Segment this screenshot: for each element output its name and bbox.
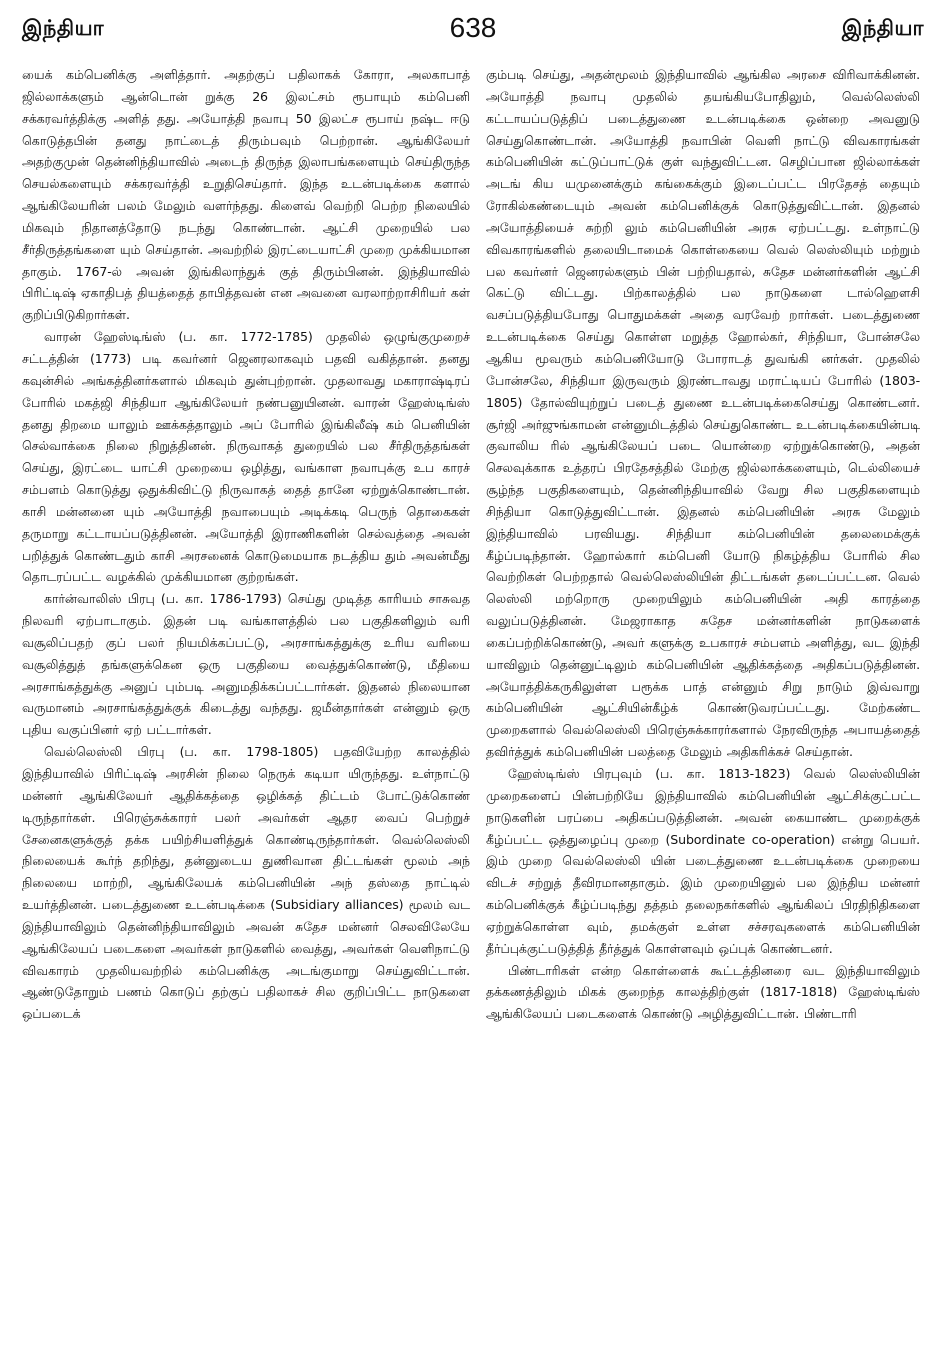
running-header (22, 12, 924, 56)
paragraph-clive-continued: யைக் கம்பெனிக்கு அளித்தார். அதற்குப் பதிலாகக் கோரா, அலகாபாத் ஜில்லாக்களும் ஆன்டொன் றுக்கு 26 இலட்சம் ரூபாயும் கம்பெனி சக்கரவர்த்திக்கு அளித் தது. அயோத்தி நவாபு 50 இலட்ச ரூபாய் நஷ்ட ஈடு கொடுத்தபின் தனது நாட்டைத் திரும்பவும் பெற்றான். ஆங்கிலேயர் அதற்குமுன் தென்னிந்தியாவில் அடைந் திருந்த இலாபங்களையும் செய்திருந்த செயல்களையும் சக்கரவர்த்தி உறுதிசெய்தார். இந்த உடன்படிக்கை களால் ஆங்கிலேயரின் பலம் மேலும் வளர்ந்தது. கிளைவ் வெற்றி பெற்ற நிலையில் மிகவும் நிதானத்தோடு நடந்து கொண்டான். ஆட்சி முறையில் பல சீர்திருத்தங்களை யும் செய்தான். அவற்றில் இரட்டையாட்சி முறை முக்கியமான தாகும். 1767-ல் அவன் இங்கிலாந்துக் குத் திரும்பினன். இந்தியாவில் பிரிட்டிஷ் ஏகாதிபத் தியத்தைத் தாபித்தவன் என அவனை வரலாற்றாசிரியர் கள் குறிப்பிடுகிறார்கள். (22, 67, 470, 323)
paragraph-cornwallis: கார்ன்வாலிஸ் பிரபு (ப. கா. 1786-1793) செய்து முடித்த காரியம் சாசுவத நிலவரி ஏற்பாடாகும். இதன் படி வங்காளத்தில் பல பகுதிகளிலும் வரி வசூலிப்பதற் குப் பலர் நியமிக்கப்பட்டு, அரசாங்கத்துக்கு உரிய வரியை வசூலித்துத் தங்களுக்கென ஒரு பகுதியை வைத்துக்கொண்டு, மீதியை அரசாங்கத்துக்கு அனுப் பும்படி அனுமதிக்கப்பட்டார்கள். இதனல் நிலையான வருமானம் அரசாங்கத்துக்குக் கிடைத்து வந்தது. ஜமீன்தார்கள் என்னும் ஒரு புதிய வகுப்பினர் ஏற் பட்டார்கள். (22, 591, 470, 738)
header-title-right: இந்தியா (841, 16, 924, 40)
left-column (22, 64, 470, 1356)
right-column (486, 64, 920, 1356)
paragraph-lord-hastings: ஹேஸ்டிங்ஸ் பிரபுவும் (ப. கா. 1813-1823) வெல் லெஸ்லியின் முறைகளைப் பின்பற்றியே இந்தியாவில் கம்பெனியின் ஆட்சிக்குட்பட்ட நாடுகளின் பரப்பை அதிகப்படுத்தினன். அவன் கையாண்ட முறைக்குக் கீழ்ப்பட்ட ஒத்துழைப்பு முறை (Subordinate co-operation) என்று பெயர். இம் முறை வெல்லெஸ்லி யின் படைத்துணை உடன்படிக்கை முறையை விடச் சற்றுத் தீவிரமானதாகும். இம் முறையினுல் பல இந்திய மன்னர் கம்பெனிக்குக் கீழ்ப்படிந்து தத்தம் தலைநகர்களில் ஆங்கிலப் பிரதிநிதிகளை ஏற்றுக்கொள்ள வும், தமக்குள் உள்ள சச்சரவுகளைக் கம்பெனியின் தீர்ப்புக்குட்படுத்தித் தீர்த்துக் கொள்ளவும் ஒப்புக் கொண்டனர். (486, 766, 920, 956)
paragraph-warren-hastings: வாரன் ஹேஸ்டிங்ஸ் (ப. கா. 1772-1785) முதலில் ஒழுங்குமுறைச் சட்டத்தின் (1773) படி கவர்னர் ஜெனரலாகவும் பதவி வகித்தான். தனது கவுன்சில் அங்கத்தினர்களால் மிகவும் துன்புற்றான். முதலாவது மகாராஷ்டிரப் போரில் மகத்ஜி சிந்தியா ஆங்கிலேயர் நண்பனுயினன். வாரன் ஹேஸ்டிங்ஸ் தனது திறமை யாலும் ஊக்கத்தாலும் அப் போரில் இங்கிலீஷ் கம் பெனியின் செல்வாக்கை நிலை நிறுத்தினன். நிருவாகத் துறையில் பல சீர்திருத்தங்கள் செய்து, இரட்டை யாட்சி முறையை ஒழித்து, வங்காள நவாபுக்கு உப காரச் சம்பளம் கொடுத்து ஒதுக்கிவிட்டு நிருவாகத் தைத் தானே ஏற்றுக்கொண்டான். காசி மன்னனை யும் அயோத்தி நவாபையும் அடிக்கடி பெருந் தொகைகள் தருமாறு கட்டாயப்படுத்தினன். அயோத்தி இராணிகளின் செல்வத்தை அவன் பறித்துக் கொண்டதும் காசி அரசனைக் கொடுமையாக நடத்திய தும் அவன்மீது தொடரப்பட்ட வழக்கில் முக்கியமான குற்றங்கள். (22, 329, 470, 585)
paragraph-wellesley-continued: கும்படி செய்து, அதன்மூலம் இந்தியாவில் ஆங்கில அரசை விரிவாக்கினன். அயோத்தி நவாபு முதலில் தயங்கியபோதிலும், வெல்லெஸ்லி கட்டாயப்படுத்திப் படைத்துணை உடன்படிக்கை ஒன்றை அவனுடு செய்துகொண்டான். அயோத்தி நவாபின் வெளி நாட்டு விவகாரங்கள் கம்பெனியின் கட்டுப்பாட்டுக் குள் வந்துவிட்டன. செழிப்பான ஜில்லாக்கள் அடங் கிய யமுனைக்கும் கங்கைக்கும் இடைப்பட்ட பிரதேசத் தையும் ரோகில்கண்டையும் அவன் கம்பெனிக்குக் கொடுத்துவிட்டான். இதனல் அயோத்தியைச் சுற்றி லும் கம்பெனியின் அரசு ஏற்பட்டது. உள்நாட்டு விவகாரங்களில் தலையிடாமைக் கொள்கையை வெல் லெஸ்லியும் மற்றும் பல கவர்னர் ஜெனரல்களும் பின் பற்றியதால், சுதேச மன்னர்களின் ஆட்சி கெட்டு விட்டது. பிற்காலத்தில் பல நாடுகளை டால்ஹௌசி வசப்படுத்தியபோது பொதுமக்கள் அதை வரவேற் றார்கள். படைத்துணை உடன்படிக்கை செய்து கொள்ள மறுத்த ஹோல்கர், சிந்தியா, போன்சலே ஆகிய மூவரும் கம்பெனியோடு போராடத் துவங்கி னர்கள். முதலில் போன்சலே, சிந்தியா இருவரும் இரண்டாவது மராட்டியப் போரில் (1803-1805) தோல்வியுற்றுப் படைத் துணை உடன்படிக்கைசெய்து கொண்டனர். சூர்ஜி அர்ஜுங்காமன் என்னுமிடத்தில் செய்துகொண்ட உடன்படிக்கையின்படி குவாலிய ரில் ஆங்கிலேயப் படை யொன்றை ஏற்றுக்கொண்டு, அதன் செலவுக்காக உத்தரப் பிரதேசத்தில் மேற்கு ஜில்லாக்களையும், டெல்லியைச் சூழ்ந்த பகுதிகளையும், தென்னிந்தியாவில் வேறு சில பகுதிகளையும் சிந்தியா கொடுத்துவிட்டான். இதனல் கம்பெனியின் அரசு மேலும் இந்தியாவில் பரவியது. சிந்தியா கம்பெனியின் தலைமைக்குக் கீழ்ப்படிந்தான். ஹோல்கார் கம்பெனி யோடு நிகழ்த்திய போரில் சில வெற்றிகள் பெற்றதால் வெல்லெஸ்லியின் திட்டங்கள் தடைப்பட்டன. வெல் லெஸ்லி மற்றொரு முறையிலும் கம்பெனியின் அதி காரத்தை வலுப்படுத்தினன். மேஜராகாத சுதேச மன்னர்களின் நாடுகளைக் கைப்பற்றிக்கொண்டு, அவர் களுக்கு உபகாரச் சம்பளம் அளித்து, வட இந்தி யாவிலும் தென்னுட்டிலும் கம்பெனியின் ஆதிக்கத்தை அதிகப்படுத்தினன். அயோத்திக்கருகிலுள்ள பரூக்க பாத் என்னும் சிறு நாடும் இவ்வாறு கம்பெனியின் ஆட்சியின்கீழ்க் கொண்டுவரப்பட்டது. மேற்கண்ட முறைகளால் வெல்லெஸ்லி பிரெஞ்சுக்காரர்களால் நேரவிருந்த அபாயத்தைத் தவிர்த்துக் கம்பெனியின் பலத்தை மேலும் அதிகரிக்கச் செய்தான். (486, 67, 920, 760)
page-number: 638 (449, 12, 497, 43)
paragraph-pindaris: பிண்டாரிகள் என்ற கொள்ளைக் கூட்டத்தினரை வட இந்தியாவிலும் தக்கணத்திலும் மிகக் குறைந்த காலத்திற்குள் (1817-1818) ஹேஸ்டிங்ஸ் ஆங்கிலேயப் படைகளைக் கொண்டு அழித்துவிட்டான். பிண்டாரி (486, 962, 920, 1022)
header-title-left: இந்தியா (22, 16, 105, 40)
paragraph-wellesley: வெல்லெஸ்லி பிரபு (ப. கா. 1798-1805) பதவியேற்ற காலத்தில் இந்தியாவில் பிரிட்டிஷ் அரசின் நிலை நெருக் கடியா யிருந்தது. உள்நாட்டு மன்னர் ஆங்கிலேயர் ஆதிக்கத்தை ஒழிக்கத் திட்டம் போட்டுக்கொண் டிருந்தார்கள். பிரெஞ்சுக்காரர் பலர் அவர்கள் ஆதர வைப் பெற்றுச் சேனைகளுக்குத் தக்க பயிற்சியளித்துக் கொண்டிருந்தார்கள். வெல்லெஸ்லி நிலையைக் கூர்ந் தறிந்து, தன்னுடைய துணிவான திட்டங்கள் மூலம் அந் நிலையை மாற்றி, ஆங்கிலேயக் கம்பெனியின் அந் தஸ்தை நாட்டில் உயர்த்தினன். படைத்துணை உடன்படிக்கை (Subsidiary alliances) மூலம் வட இந்தியாவிலும் தென்னிந்தியாவிலும் அவன் சுதேச மன்னர் செலவிலேயே ஆங்கிலேயப் படைகளை அவர்கள் நாடுகளில் வைத்து, அவர்கள் வெளிநாட்டு விவகாரம் முதலியவற்றில் கம்பெனிக்கு அடங்குமாறு செய்துவிட்டான். ஆண்டுதோறும் பணம் கொடுப் தற்குப் பதிலாகச் சில குறிப்பிட்ட நாடுகளை ஒப்படைக் (22, 744, 470, 1022)
